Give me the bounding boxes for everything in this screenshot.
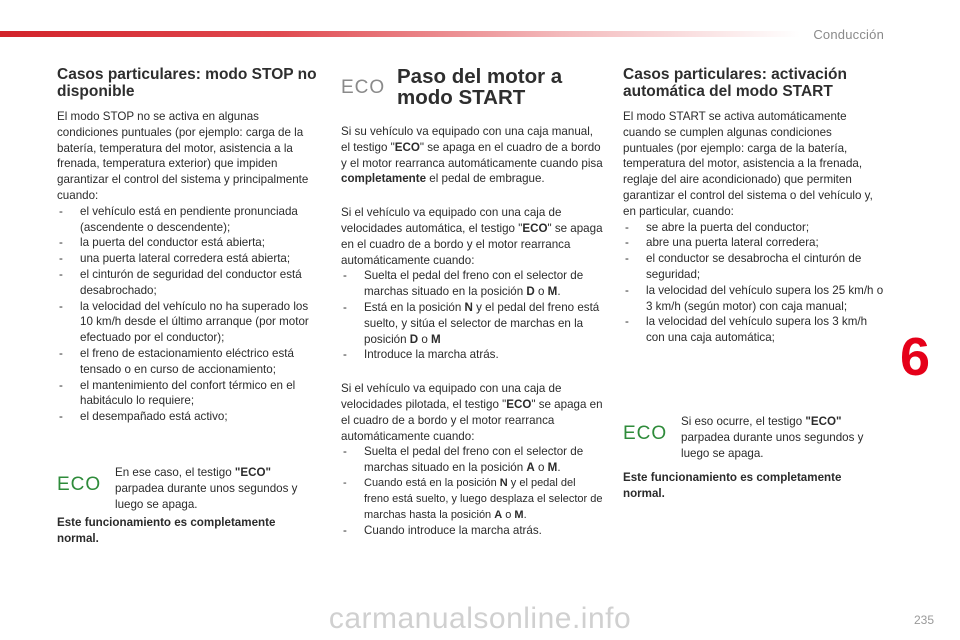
normal-operation-note: Este funcionamiento es completamente normal. — [57, 516, 276, 546]
stop-unavailable-list — [57, 204, 319, 425]
list-item: - la velocidad del vehículo no ha superado los 10 km/h desde el último arranque (por motor efectuado por el conductor); — [57, 299, 319, 346]
list-item: - una puerta lateral corredera está abierta; — [57, 251, 319, 267]
start-auto-intro: El modo START se activa automáticamente cuando se cumplen algunas condiciones puntuales (por ejemplo: carga de la batería, temperatura del motor, asistencia a la frenada, reglaje del aire acondicionado) que permiten garantizar el control del sistema o del vehículo y, en particular, cuando: — [623, 110, 873, 218]
piloted-gearbox-text: Si el vehículo va equipado con una caja de velocidades pilotada, el testigo "ECO" se apaga en el cuadro de a bordo y el motor rearranca automáticamente cuando: — [341, 382, 603, 443]
start-auto-title: Casos particulares: activación automática del modo START — [623, 66, 847, 100]
stop-unavailable-intro: El modo STOP no se activa en algunas condiciones puntuales (por ejemplo: carga de la batería, temperatura del motor, asistencia a la frenada, temperatura exterior) que impiden garantizar el control del sistema y principalmente cuando: — [57, 110, 309, 202]
list-item: - el vehículo está en pendiente pronunciada (ascendente o descendente); — [57, 204, 319, 236]
list-item: - el mantenimiento del confort térmico en el habitáculo lo requiere; — [57, 378, 319, 410]
list-item: - el freno de estacionamiento eléctrico está tensado o en curso de accionamiento; — [57, 346, 319, 378]
automatic-gearbox-list — [341, 268, 603, 363]
watermark: carmanualsonline.info — [328, 602, 632, 635]
column-start-mode — [341, 66, 603, 539]
eco-note-text: Si eso ocurre, el testigo "ECO" parpadea durante unos segundos y luego se apaga. — [681, 414, 864, 460]
manual-gearbox-text: Si su vehículo va equipado con una caja manual, el testigo "ECO" se apaga en el cuadro de a bordo y el motor rearranca automáticamente cuando pisa completamente el pedal de embrague. — [341, 125, 603, 186]
list-item: - Suelta el pedal del freno con el selector de marchas situado en la posición D o M. — [341, 268, 603, 300]
piloted-gearbox-list — [341, 444, 603, 539]
start-auto-list — [623, 220, 885, 346]
list-item: - se abre la puerta del conductor; — [623, 220, 885, 236]
stop-unavailable-title: Casos particulares: modo STOP no disponible — [57, 66, 317, 100]
list-item: - Está en la posición N y el pedal del freno está suelto, y sitúa el selector de marchas en la posición D o M — [341, 300, 603, 347]
list-item: - la puerta del conductor está abierta; — [57, 235, 319, 251]
list-item: - el conductor se desabrocha el cinturón de seguridad; — [623, 251, 885, 283]
svg-text:ECO: ECO — [341, 77, 386, 96]
eco-icon — [623, 422, 667, 447]
list-item: - Cuando está en la posición N y el pedal del freno está suelto, y luego desplaza el selector de marchas hasta la posición A o M. — [341, 476, 603, 523]
list-item: - Suelta el pedal del freno con el selector de marchas situado en la posición A o M. — [341, 444, 603, 476]
page-number: 235 — [913, 613, 934, 627]
automatic-gearbox-text: Si el vehículo va equipado con una caja de velocidades automática, el testigo "ECO" se apaga en el cuadro de a bordo y el motor rearranca automáticamente cuando: — [341, 206, 603, 267]
list-item: - el desempañado está activo; — [57, 409, 319, 425]
header-accent-bar — [0, 31, 800, 37]
eco-icon — [341, 76, 387, 101]
eco-note — [57, 465, 319, 512]
list-item: - abre una puerta lateral corredera; — [623, 235, 885, 251]
chapter-number: 6 — [900, 327, 931, 387]
list-item: - la velocidad del vehículo supera los 3 km/h con una caja automática; — [623, 314, 885, 346]
column-stop-unavailable — [57, 66, 319, 547]
list-item: - Introduce la marcha atrás. — [341, 347, 603, 363]
column-start-auto — [623, 66, 885, 502]
list-item: - el cinturón de seguridad del conductor está desabrochado; — [57, 267, 319, 299]
eco-note — [623, 414, 885, 461]
eco-icon — [57, 473, 101, 498]
list-item: - la velocidad del vehículo supera los 25 km/h o 3 km/h (según motor) con caja manual; — [623, 283, 885, 315]
normal-operation-note: Este funcionamiento es completamente normal. — [623, 471, 842, 501]
section-title: Conducción — [813, 27, 884, 42]
eco-note-text: En ese caso, el testigo "ECO" parpadea durante unos segundos y luego se apaga. — [115, 465, 298, 511]
list-item: - Cuando introduce la marcha atrás. — [341, 523, 603, 539]
svg-text:ECO: ECO — [623, 422, 667, 442]
svg-text:ECO: ECO — [57, 473, 101, 493]
start-mode-title: Paso del motor a modo START — [397, 65, 563, 109]
